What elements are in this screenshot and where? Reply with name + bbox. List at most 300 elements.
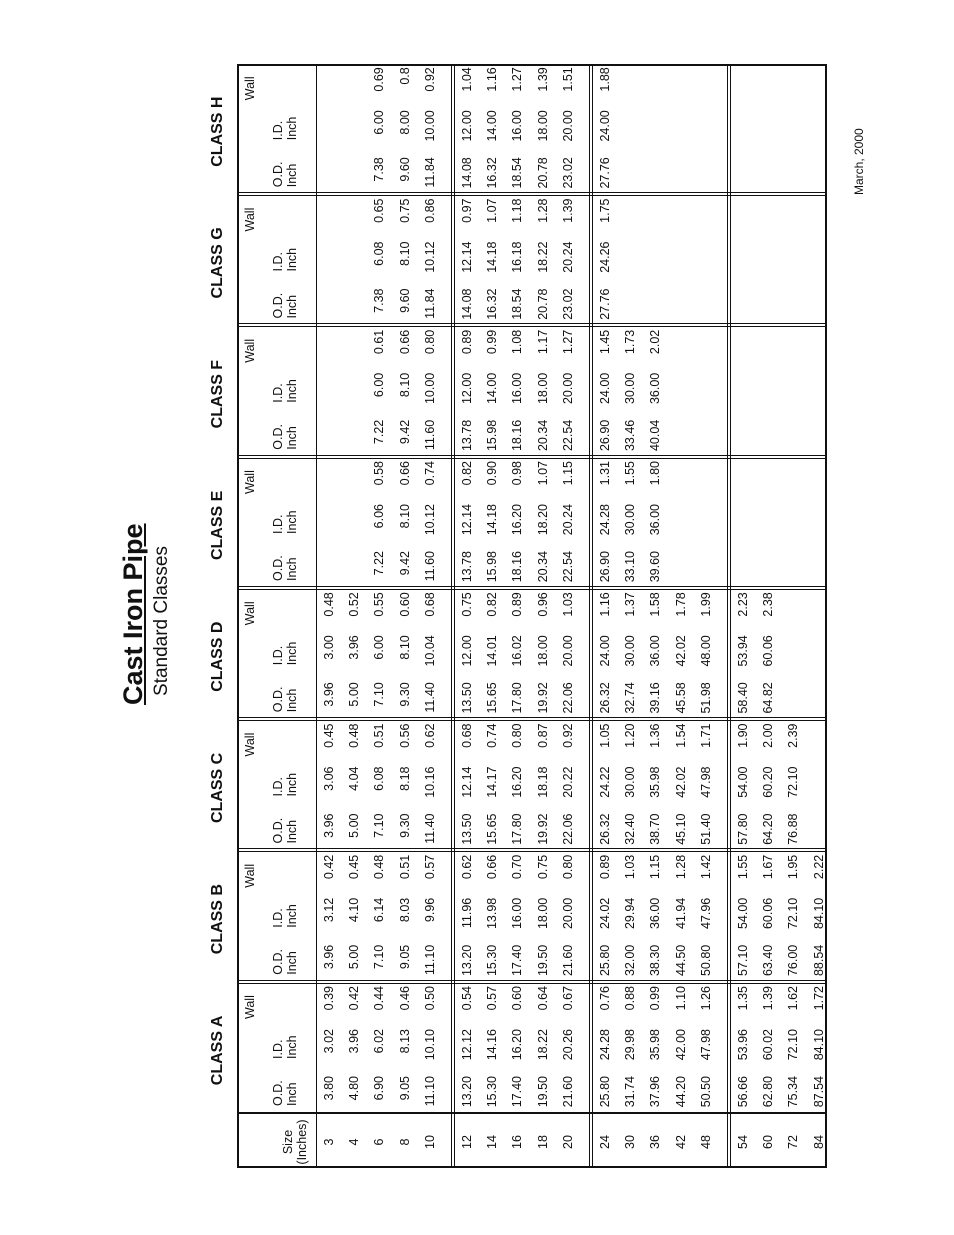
class-column-divider xyxy=(237,589,827,590)
table-cell: 54.00 xyxy=(736,897,750,930)
table-cell: 0.88 xyxy=(623,986,638,1011)
table-cell: 32.74 xyxy=(623,682,638,714)
table-cell: 26.32 xyxy=(598,813,612,845)
table-cell: 1.55 xyxy=(736,854,750,880)
sub-header-od xyxy=(271,424,299,450)
sub-header-line: Inch xyxy=(285,510,299,534)
table-cell: 0.69 xyxy=(372,67,387,92)
table-cell: 60.20 xyxy=(761,766,776,798)
table-cell: 10.12 xyxy=(422,504,437,536)
table-cell: 22.54 xyxy=(560,419,575,452)
header-divider xyxy=(316,64,317,1114)
table-cell: 9.30 xyxy=(397,682,412,707)
sub-header-line: I.D. xyxy=(271,645,285,666)
table-cell: 44.50 xyxy=(673,944,688,977)
sub-header-id xyxy=(271,379,299,403)
sub-header-od xyxy=(271,818,299,844)
size-header-line: (Inches) xyxy=(295,1119,309,1165)
table-cell: 13.98 xyxy=(485,897,500,930)
table-cell: 18.54 xyxy=(510,288,525,320)
sub-header-wall xyxy=(243,76,257,100)
table-cell: 6.14 xyxy=(372,897,387,923)
table-cell: 3.00 xyxy=(322,635,336,660)
table-cell: 62.80 xyxy=(761,1076,776,1108)
table-cell: 0.56 xyxy=(397,723,412,748)
sub-header-line: Wall xyxy=(243,863,257,888)
table-cell: 10.00 xyxy=(422,372,437,405)
table-cell: 0.99 xyxy=(648,986,663,1011)
sub-header-wall xyxy=(243,995,257,1019)
table-cell: 9.30 xyxy=(397,813,412,838)
table-cell: 0.66 xyxy=(485,854,500,880)
table-cell: 15.65 xyxy=(485,813,500,845)
table-cell: 0.51 xyxy=(372,723,387,748)
table-cell: 36.00 xyxy=(648,504,663,536)
table-cell: 1.07 xyxy=(485,198,500,223)
sub-header-line: I.D. xyxy=(271,383,285,403)
table-cell: 1.39 xyxy=(761,986,776,1011)
table-cell: 22.54 xyxy=(560,551,575,583)
table-cell: 19.92 xyxy=(535,682,550,714)
table-cell: 20.00 xyxy=(560,110,575,142)
table-cell: 6.90 xyxy=(372,1076,387,1101)
sub-header-wall xyxy=(243,470,257,494)
class-header: CLASS E xyxy=(209,490,226,561)
table-cell: 38.70 xyxy=(648,813,663,845)
table-cell: 1.17 xyxy=(535,329,550,355)
table-cell: 10.10 xyxy=(422,1029,437,1061)
table-cell: 57.10 xyxy=(736,944,750,977)
table-cell: 15.98 xyxy=(485,419,500,452)
table-cell: 0.44 xyxy=(372,986,387,1011)
table-cell: 8.00 xyxy=(397,110,412,135)
table-cell: 29.98 xyxy=(623,1029,638,1061)
table-cell: 20.00 xyxy=(560,372,575,405)
group-divider xyxy=(451,64,452,1168)
table-cell: 20.22 xyxy=(560,766,575,798)
table-cell: 5.00 xyxy=(347,682,362,707)
table-cell: 20.34 xyxy=(535,551,550,583)
table-cell: 1.16 xyxy=(598,592,612,617)
table-cell: 26.32 xyxy=(598,682,612,714)
table-cell: 1.99 xyxy=(698,592,713,617)
table-cell: 9.42 xyxy=(397,419,412,445)
sub-header-wall xyxy=(243,733,257,757)
table-cell: 14.08 xyxy=(460,288,474,320)
table-cell: 3.02 xyxy=(322,1029,336,1054)
table-cell: 24.22 xyxy=(598,766,612,798)
table-cell: 0.86 xyxy=(422,198,437,223)
sub-header-line: Inch xyxy=(285,772,299,797)
sub-header-wall xyxy=(243,208,257,232)
table-cell: 2.22 xyxy=(811,854,826,880)
class-header: CLASS A xyxy=(209,1015,226,1086)
sub-header-line: I.D. xyxy=(271,908,285,928)
size-cell: 18 xyxy=(535,1135,550,1149)
table-cell: 1.72 xyxy=(811,986,826,1011)
table-cell: 16.02 xyxy=(510,635,525,667)
table-cell: 35.98 xyxy=(648,1029,663,1061)
table-cell: 37.96 xyxy=(648,1076,663,1108)
sub-header-line: Inch xyxy=(285,951,299,975)
table-cell: 0.97 xyxy=(460,198,474,223)
table-cell: 0.92 xyxy=(560,723,575,748)
table-cell: 12.00 xyxy=(460,110,474,142)
table-cell: 23.02 xyxy=(560,288,575,320)
table-cell: 1.16 xyxy=(485,67,500,92)
table-cell: 3.96 xyxy=(347,635,362,660)
table-cell: 3.96 xyxy=(322,813,336,838)
table-cell: 47.98 xyxy=(698,766,713,798)
table-cell: 10.12 xyxy=(422,241,437,273)
table-cell: 8.10 xyxy=(397,372,412,398)
size-cell: 84 xyxy=(811,1135,826,1149)
table-cell: 0.89 xyxy=(460,329,474,355)
table-cell: 1.45 xyxy=(598,329,612,355)
table-cell: 1.20 xyxy=(623,723,638,748)
table-cell: 32.00 xyxy=(623,944,638,977)
table-cell: 63.40 xyxy=(761,944,776,977)
table-cell: 9.05 xyxy=(397,1076,412,1101)
table-cell: 8.18 xyxy=(397,766,412,791)
sub-header-line: Inch xyxy=(285,116,299,141)
size-cell: 72 xyxy=(786,1135,801,1149)
table-cell: 1.28 xyxy=(673,854,688,880)
table-cell: 18.20 xyxy=(535,504,550,536)
sub-header-line: Inch xyxy=(285,247,299,272)
table-cell: 17.80 xyxy=(510,682,525,714)
table-cell: 33.46 xyxy=(623,419,638,452)
table-cell: 14.18 xyxy=(485,504,500,536)
table-cell: 0.62 xyxy=(422,723,437,748)
table-cell: 41.94 xyxy=(673,897,688,930)
table-cell: 20.78 xyxy=(535,288,550,320)
table-cell: 18.22 xyxy=(535,241,550,273)
size-cell: 10 xyxy=(422,1135,437,1149)
table-cell: 2.39 xyxy=(786,723,801,748)
table-cell: 0.57 xyxy=(485,986,500,1011)
table-cell: 14.18 xyxy=(485,241,500,273)
sub-header-id xyxy=(271,117,299,141)
table-cell: 36.00 xyxy=(648,372,663,405)
table-grid xyxy=(209,64,827,1168)
table-cell: 1.67 xyxy=(761,854,776,880)
table-cell: 1.18 xyxy=(510,198,525,223)
table-cell: 1.08 xyxy=(510,329,525,355)
size-cell: 60 xyxy=(761,1135,776,1149)
class-header: CLASS D xyxy=(209,621,226,692)
table-cell: 20.34 xyxy=(535,419,550,452)
table-cell: 0.46 xyxy=(397,986,412,1011)
sub-header-line: Wall xyxy=(243,995,257,1019)
class-header: CLASS B xyxy=(209,884,226,955)
table-cell: 0.96 xyxy=(535,592,550,617)
table-cell: 3.06 xyxy=(322,766,336,791)
table-cell: 0.76 xyxy=(598,986,612,1011)
table-cell: 1.51 xyxy=(560,67,575,92)
sub-header-line: Inch xyxy=(285,1035,299,1059)
table-cell: 11.84 xyxy=(422,288,437,319)
sub-header-line: Inch xyxy=(285,904,299,928)
sub-header-line: Wall xyxy=(243,601,257,626)
size-cell: 4 xyxy=(347,1138,362,1146)
table-cell: 0.67 xyxy=(560,986,575,1011)
table-cell: 1.35 xyxy=(736,986,750,1011)
table-cell: 16.00 xyxy=(510,897,525,930)
table-cell: 0.48 xyxy=(372,854,387,880)
table-cell: 11.84 xyxy=(422,157,437,188)
table-cell: 0.82 xyxy=(485,592,500,617)
sub-header-od xyxy=(271,555,299,581)
sub-header-wall xyxy=(243,864,257,888)
table-cell: 53.96 xyxy=(736,1029,750,1061)
table-cell: 47.96 xyxy=(698,897,713,930)
table-cell: 60.06 xyxy=(761,635,776,667)
table-cell: 7.22 xyxy=(372,419,387,445)
table-cell: 36.00 xyxy=(648,897,663,930)
table-cell: 9.60 xyxy=(397,288,412,313)
sub-header-id xyxy=(271,1035,299,1059)
table-cell: 0.68 xyxy=(460,723,474,748)
table-cell: 0.48 xyxy=(322,592,336,617)
table-cell: 31.74 xyxy=(623,1076,638,1108)
table-cell: 0.74 xyxy=(422,461,437,486)
table-cell: 15.65 xyxy=(485,682,500,714)
table-cell: 0.52 xyxy=(347,592,362,617)
table-cell: 84.10 xyxy=(811,1029,826,1061)
table-cell: 20.00 xyxy=(560,897,575,930)
table-cell: 53.94 xyxy=(736,635,750,667)
table-cell: 0.99 xyxy=(485,329,500,355)
table-cell: 1.15 xyxy=(648,854,663,880)
table-cell: 1.90 xyxy=(736,723,750,748)
table-cell: 1.27 xyxy=(510,67,525,92)
table-cell: 27.76 xyxy=(598,288,612,320)
table-cell: 6.02 xyxy=(372,1029,387,1054)
table-cell: 51.40 xyxy=(698,813,713,845)
size-cell: 36 xyxy=(648,1135,663,1149)
table-cell: 19.92 xyxy=(535,813,550,845)
table-cell: 9.96 xyxy=(422,897,437,923)
table-cell: 7.38 xyxy=(372,157,387,182)
table-cell: 0.89 xyxy=(598,854,612,880)
table-cell: 10.16 xyxy=(422,766,437,798)
table-cell: 14.01 xyxy=(485,635,500,667)
table-cell: 8.10 xyxy=(397,241,412,266)
class-column-divider xyxy=(237,195,827,196)
table-cell: 30.00 xyxy=(623,766,638,798)
table-cell: 54.00 xyxy=(736,766,750,798)
class-header: CLASS F xyxy=(209,359,226,429)
class-header: CLASS G xyxy=(209,227,226,299)
table-cell: 1.54 xyxy=(673,723,688,748)
sub-header-wall xyxy=(243,339,257,363)
class-column-divider xyxy=(237,327,827,328)
table-cell: 18.16 xyxy=(510,551,525,583)
document-date: March, 2000 xyxy=(852,128,866,195)
size-cell: 8 xyxy=(397,1138,412,1146)
table-cell: 0.54 xyxy=(460,986,474,1011)
sub-header-line: Wall xyxy=(243,207,257,232)
table-cell: 1.42 xyxy=(698,854,713,880)
table-cell: 7.10 xyxy=(372,944,387,970)
table-cell: 72.10 xyxy=(786,1029,801,1061)
table-cell: 25.80 xyxy=(598,944,612,977)
table-cell: 12.00 xyxy=(460,372,474,405)
table-cell: 14.17 xyxy=(485,766,500,798)
table-cell: 0.68 xyxy=(422,592,437,617)
table-cell: 1.10 xyxy=(673,986,688,1011)
table-cell: 35.98 xyxy=(648,766,663,798)
table-cell: 1.71 xyxy=(698,723,713,748)
table-cell: 36.00 xyxy=(648,635,663,667)
table-cell: 26.90 xyxy=(598,551,612,583)
table-cell: 20.00 xyxy=(560,635,575,667)
table-cell: 18.00 xyxy=(535,372,550,405)
header-divider xyxy=(316,1114,317,1168)
table-cell: 4.04 xyxy=(347,766,362,791)
table-cell: 84.10 xyxy=(811,897,826,930)
table-cell: 1.73 xyxy=(623,329,638,355)
table-cell: 8.13 xyxy=(397,1029,412,1054)
sub-header-line: I.D. xyxy=(271,1039,285,1059)
table-cell: 24.26 xyxy=(598,241,612,273)
class-column-divider xyxy=(237,458,827,459)
table-cell: 11.96 xyxy=(460,897,474,929)
table-cell: 30.00 xyxy=(623,372,638,405)
table-cell: 0.55 xyxy=(372,592,387,617)
size-cell: 3 xyxy=(322,1138,336,1146)
table-cell: 0.45 xyxy=(322,723,336,748)
table-cell: 1.31 xyxy=(598,461,612,486)
table-cell: 0.64 xyxy=(535,986,550,1011)
table-cell: 88.54 xyxy=(811,944,826,977)
table-cell: 11.10 xyxy=(422,1076,437,1107)
table-cell: 16.18 xyxy=(510,241,525,273)
sub-header-line: Inch xyxy=(285,379,299,403)
table-cell: 6.08 xyxy=(372,766,387,791)
table-cell: 9.60 xyxy=(397,157,412,182)
table-cell: 20.78 xyxy=(535,157,550,189)
table-cell: 15.30 xyxy=(485,944,500,977)
table-cell: 12.14 xyxy=(460,241,474,273)
sub-header-line: Wall xyxy=(243,732,257,757)
table-cell: 30.00 xyxy=(623,635,638,667)
sub-header-line: O.D. xyxy=(271,949,285,975)
table-cell: 20.26 xyxy=(560,1029,575,1061)
table-cell: 11.40 xyxy=(422,813,437,844)
table-cell: 26.90 xyxy=(598,419,612,452)
table-cell: 13.20 xyxy=(460,944,474,977)
table-cell: 0.51 xyxy=(397,854,412,880)
table-cell: 1.27 xyxy=(560,329,575,355)
class-header: CLASS C xyxy=(209,752,226,823)
table-cell: 22.06 xyxy=(560,682,575,714)
table-cell: 13.78 xyxy=(460,419,474,452)
table-cell: 1.03 xyxy=(560,592,575,617)
table-cell: 0.61 xyxy=(372,329,387,355)
table-cell: 0.75 xyxy=(460,592,474,617)
sub-header-line: I.D. xyxy=(271,120,285,141)
table-cell: 1.15 xyxy=(560,461,575,486)
table-cell: 20.24 xyxy=(560,504,575,536)
table-cell: 1.05 xyxy=(598,723,612,748)
table-cell: 0.60 xyxy=(510,986,525,1011)
table-cell: 50.80 xyxy=(698,944,713,977)
sub-header-id xyxy=(271,248,299,272)
table-cell: 42.00 xyxy=(673,1029,688,1061)
group-divider xyxy=(727,64,728,1168)
sub-header-line: Inch xyxy=(285,688,299,713)
table-cell: 18.00 xyxy=(535,110,550,142)
table-cell: 40.04 xyxy=(648,419,663,452)
sub-header-line: Wall xyxy=(243,76,257,101)
sub-header-od xyxy=(271,949,299,975)
table-cell: 1.80 xyxy=(648,461,663,486)
table-cell: 13.50 xyxy=(460,682,474,714)
table-cell: 18.54 xyxy=(510,157,525,189)
table-cell: 48.00 xyxy=(698,635,713,667)
sub-header-line: Wall xyxy=(243,470,257,494)
table-cell: 72.10 xyxy=(786,897,801,930)
table-cell: 4.10 xyxy=(347,897,362,923)
table-cell: 3.96 xyxy=(347,1029,362,1054)
sub-header-od xyxy=(271,687,299,713)
page-title: Cast Iron Pipe xyxy=(118,523,148,705)
table-cell: 75.34 xyxy=(786,1076,801,1108)
table-cell: 39.60 xyxy=(648,551,663,583)
table-cell: 87.54 xyxy=(811,1076,826,1108)
table-cell: 19.50 xyxy=(535,1076,550,1108)
table-cell: 7.22 xyxy=(372,551,387,576)
table-cell: 11.60 xyxy=(422,419,437,451)
table-cell: 11.40 xyxy=(422,682,437,713)
sub-header-od xyxy=(271,1080,299,1106)
table-cell: 76.00 xyxy=(786,944,801,977)
table-cell: 1.39 xyxy=(535,67,550,92)
sub-header-line: Inch xyxy=(285,163,299,188)
table-cell: 24.28 xyxy=(598,504,612,536)
table-cell: 0.70 xyxy=(510,854,525,880)
table-cell: 11.60 xyxy=(422,551,437,582)
table-cell: 16.32 xyxy=(485,157,500,189)
table-cell: 20.24 xyxy=(560,241,575,273)
table-cell: 13.50 xyxy=(460,813,474,845)
table-cell: 1.58 xyxy=(648,592,663,617)
table-cell: 22.06 xyxy=(560,813,575,845)
table-cell: 0.45 xyxy=(347,854,362,880)
table-cell: 39.16 xyxy=(648,682,663,714)
table-cell: 16.20 xyxy=(510,504,525,536)
table-cell: 2.38 xyxy=(761,592,776,617)
table-cell: 16.00 xyxy=(510,372,525,405)
table-cell: 51.98 xyxy=(698,682,713,714)
sub-header-od xyxy=(271,293,299,319)
table-cell: 3.96 xyxy=(322,944,336,970)
table-cell: 0.48 xyxy=(347,723,362,748)
size-cell: 24 xyxy=(598,1135,612,1149)
table-cell: 56.66 xyxy=(736,1076,750,1108)
table-cell: 1.55 xyxy=(623,461,638,486)
sub-header-line: Inch xyxy=(285,1082,299,1106)
sub-header-line: O.D. xyxy=(271,1080,285,1106)
table-cell: 0.89 xyxy=(510,592,525,617)
sub-header-od xyxy=(271,162,299,188)
table-cell: 8.10 xyxy=(397,635,412,660)
sub-header-line: O.D. xyxy=(271,686,285,713)
table-cell: 0.66 xyxy=(397,329,412,355)
sub-header-id xyxy=(271,904,299,928)
